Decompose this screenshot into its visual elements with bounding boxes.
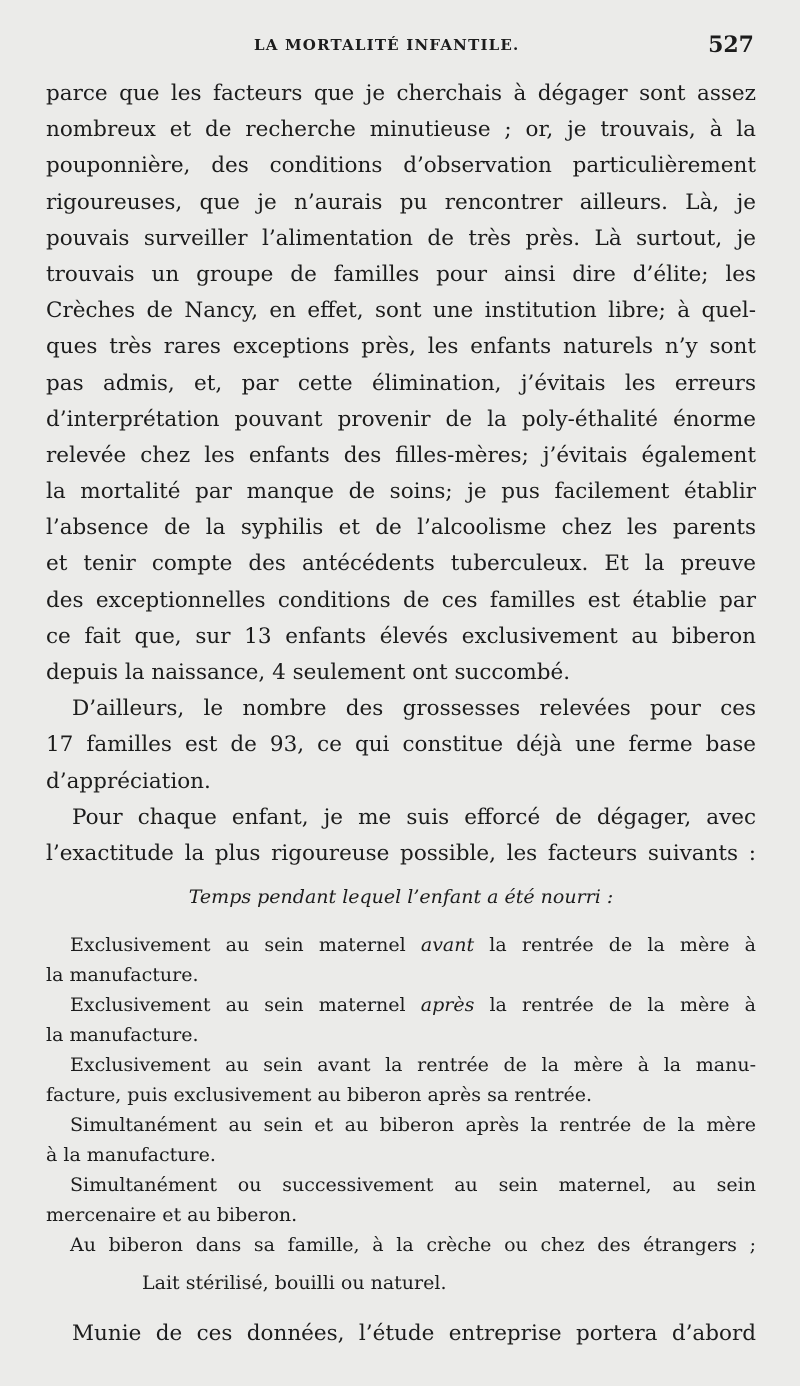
list-item-line [46,930,756,960]
text-line: pouponnière, des conditions d’observation particulièrement [46,153,756,179]
text-line: rigoureuses, que je n’aurais pu rencontrer ailleurs. Là, je [46,189,756,215]
item-text: Exclusivement au sein maternel [70,934,421,956]
list-item-line: Au biberon dans sa famille, à la crèche ou chez des étrangers ; [70,1234,756,1256]
text-line: ce fait que, sur 13 enfants élevés exclusivement au biberon [46,623,756,649]
list-item-line: mercenaire et au biberon. [46,1204,298,1226]
list-item-line: à la manufacture. [46,1144,216,1166]
text-line: et tenir compte des antécédents tuberculeux. Et la preuve [46,551,756,577]
sub-item-line: Lait stérilisé, bouilli ou naturel. [142,1272,447,1294]
text-line: l’absence de la syphilis et de l’alcoolisme chez les parents [46,515,756,541]
section-heading: Temps pendant lequel l’enfant a été nourri : [188,886,614,908]
text-line: Munie de ces données, l’étude entreprise portera d’abord [72,1321,756,1346]
list-item-line: Exclusivement au sein avant la rentrée de la mère à la manu- [70,1054,756,1076]
text-line: parce que les facteurs que je cherchais à dégager sont assez [46,81,756,106]
list-item-line: la manufacture. [46,1024,199,1046]
text-line: pouvais surveiller l’alimentation de très près. Là surtout, je [46,225,756,251]
list-item-line [46,990,756,1020]
page-number: 527 [708,32,754,58]
running-title: LA MORTALITÉ INFANTILE. [254,36,520,54]
text-line: nombreux et de recherche minutieuse ; or, je trouvais, à la [46,117,756,143]
text-line: relevée chez les enfants des filles-mères; j’évitais également [46,442,756,468]
item-text: la rentrée de la mère à [474,934,757,956]
feeding-list [46,930,756,1298]
text-line: l’exactitude la plus rigoureuse possible, les facteurs suivants : [46,840,756,866]
text-line: trouvais un groupe de familles pour ainsi dire d’élite; les [46,261,756,287]
list-item-line: Simultanément ou successivement au sein maternel, au sein [70,1174,756,1196]
text-line: d’appréciation. [46,768,211,794]
item-emphasis: avant [420,934,475,956]
text-line: Pour chaque enfant, je me suis efforcé de dégager, avec [72,804,756,830]
text-line: pas admis, et, par cette élimination, j’évitais les erreurs [46,370,756,396]
list-item-line: facture, puis exclusivement au biberon après sa rentrée. [46,1084,593,1106]
text-line: D’ailleurs, le nombre des grossesses relevées pour ces [72,696,756,722]
text-line: d’interprétation pouvant provenir de la poly-éthalité énorme [46,406,756,432]
text-line: ques très rares exceptions près, les enfants naturels n’y sont [46,334,756,360]
text-line: depuis la naissance, 4 seulement ont succombé. [46,660,571,685]
list-item-line: la manufacture. [46,964,199,986]
text-line: des exceptionnelles conditions de ces familles est établie par [46,587,756,613]
closing-text [46,1316,756,1352]
item-text: la rentrée de la mère à [474,994,757,1016]
body-text [46,76,756,872]
text-line: 17 familles est de 93, ce qui constitue déjà une ferme base [46,732,756,758]
item-emphasis: après [420,994,475,1016]
page-header [46,32,756,66]
item-text: Exclusivement au sein maternel [70,994,421,1016]
list-item-line: Simultanément au sein et au biberon après la rentrée de la mère [70,1114,756,1136]
text-line: Crèches de Nancy, en effet, sont une institution libre; à quel- [46,298,756,324]
text-line: la mortalité par manque de soins; je pus facilement établir [46,479,756,505]
